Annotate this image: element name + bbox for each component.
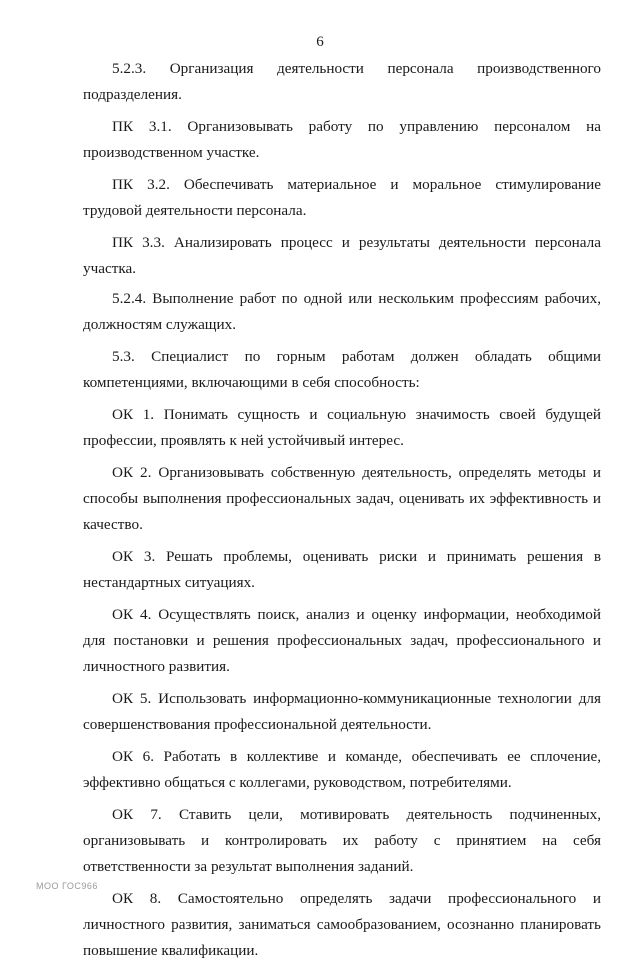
ok-4: ОК 4. Осуществлять поиск, анализ и оценку информации, необходимой для постановки и решения профессиональных задач, профессионального и личностного развития. [83,606,601,675]
pk-3-2: ПК 3.2. Обеспечивать материальное и моральное стимулирование трудовой деятельности персонала. [83,176,601,219]
pk-3-3: ПК 3.3. Анализировать процесс и результаты деятельности персонала участка. [83,234,601,277]
ok-7: ОК 7. Ставить цели, мотивировать деятельность подчиненных, организовывать и контролировать их работу с принятием на себя ответственности за результат выполнения заданий. [83,806,601,875]
ok-6: ОК 6. Работать в коллективе и команде, обеспечивать ее сплочение, эффективно общаться с коллегами, руководством, потребителями. [83,748,601,791]
document-body [83,56,601,964]
footer-mark: МОО ГОС966 [36,881,98,891]
ok-1: ОК 1. Понимать сущность и социальную значимость своей будущей профессии, проявлять к ней устойчивый интерес. [83,406,601,449]
section-5-2-3: 5.2.3. Организация деятельности персонала производственного подразделения. [83,60,601,103]
ok-5: ОК 5. Использовать информационно-коммуникационные технологии для совершенствования профессиональной деятельности. [83,690,601,733]
pk-3-1: ПК 3.1. Организовывать работу по управлению персоналом на производственном участке. [83,118,601,161]
ok-8: ОК 8. Самостоятельно определять задачи профессионального и личностного развития, заниматься самообразованием, осознанно планировать повышение квалификации. [83,890,601,959]
ok-2: ОК 2. Организовывать собственную деятельность, определять методы и способы выполнения профессиональных задач, оценивать их эффективность и качество. [83,464,601,533]
ok-3: ОК 3. Решать проблемы, оценивать риски и принимать решения в нестандартных ситуациях. [83,548,601,591]
section-5-2-4: 5.2.4. Выполнение работ по одной или нескольким профессиям рабочих, должностям служащих. [83,290,601,333]
page-number: 6 [316,34,324,50]
section-5-3: 5.3. Специалист по горным работам должен обладать общими компетенциями, включающими в себя способность: [83,348,601,391]
